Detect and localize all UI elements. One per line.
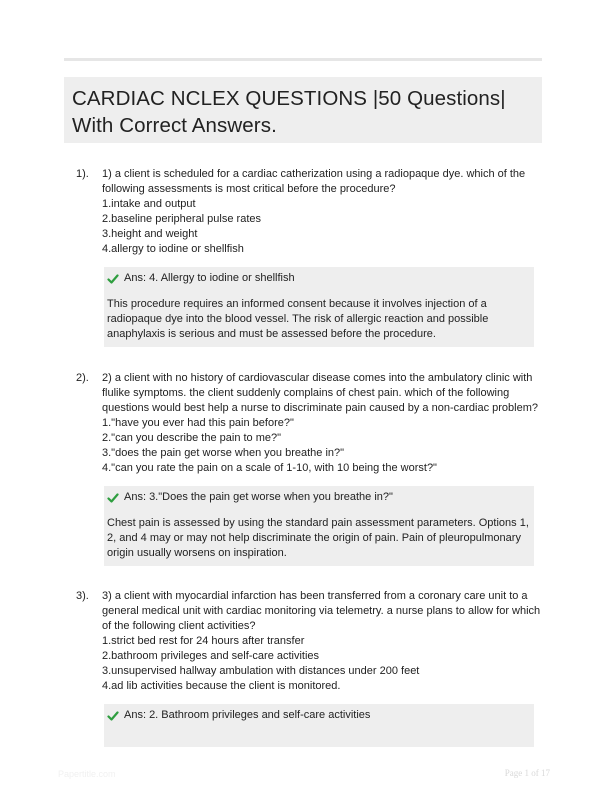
title-box: [64, 77, 542, 143]
option-4: 4.ad lib activities because the client is monitored.: [102, 680, 341, 692]
page-number: Page 1 of 17: [504, 768, 550, 778]
option-4: 4.allergy to iodine or shellfish: [102, 243, 244, 255]
answer-line: [107, 271, 530, 286]
option-4: 4."can you rate the pain on a scale of 1-10, with 10 being the worst?": [102, 462, 437, 474]
check-icon: [107, 492, 119, 504]
answer-explanation: Chest pain is assessed by using the standard pain assessment parameters. Options 1, 2, and 4 may or may not help discriminate the origin of pain. Pain of pleuropulmonary origin usually worsens on inspiration.: [107, 517, 529, 559]
option-3: 3.height and weight: [102, 228, 198, 240]
title-line-2: With Correct Answers.: [72, 114, 277, 137]
answer-line: [107, 708, 530, 723]
answer-line: [107, 490, 530, 505]
answer-box: [104, 267, 534, 347]
option-3: 3.unsupervised hallway ambulation with distances under 200 feet: [102, 665, 420, 677]
question-number: 2).: [76, 372, 89, 384]
footer-source: Papertitle.com: [58, 769, 116, 779]
question-body: [102, 167, 542, 257]
question-text: 1) a client is scheduled for a cardiac catherization using a radiopaque dye. which of the following assessments is most critical before the procedure?: [102, 168, 526, 195]
answer-explanation: This procedure requires an informed consent because it involves injection of a radiopaque dye into the blood vessel. The risk of allergic reaction and possible anaphylaxis is serious and must be assessed before the procedure.: [107, 298, 489, 340]
option-3: 3."does the pain get worse when you breathe in?": [102, 447, 345, 459]
title-line-1: CARDIAC NCLEX QUESTIONS |50 Questions|: [72, 87, 506, 110]
check-icon: [107, 710, 119, 722]
option-2: 2.baseline peripheral pulse rates: [102, 213, 261, 225]
question-number: 3).: [76, 590, 89, 602]
answer-box: [104, 486, 534, 566]
answer-text: Ans: 2. Bathroom privileges and self-care activities: [124, 709, 371, 721]
option-1: 1.strict bed rest for 24 hours after transfer: [102, 635, 305, 647]
question-text: 3) a client with myocardial infarction has been transferred from a coronary care unit to a general medical unit with cardiac monitoring via telemetry. a nurse plans to allow for which of the following client activities?: [102, 590, 541, 632]
question-body: [102, 371, 542, 476]
question-text: 2) a client with no history of cardiovascular disease comes into the ambulatory clinic with flulike symptoms. the client suddenly complains of chest pain. which of the following questions would best help a nurse to discriminate pain caused by a non-cardiac problem?: [102, 372, 538, 414]
check-icon: [107, 273, 119, 285]
answer-text: Ans: 4. Allergy to iodine or shellfish: [124, 272, 295, 284]
option-1: 1.intake and output: [102, 198, 196, 210]
answer-box: [104, 704, 534, 747]
option-2: 2."can you describe the pain to me?": [102, 432, 282, 444]
option-2: 2.bathroom privileges and self-care activities: [102, 650, 320, 662]
question-body: [102, 589, 542, 694]
document-title: [72, 85, 534, 139]
option-1: 1."have you ever had this pain before?": [102, 417, 294, 429]
question-number: 1).: [76, 168, 89, 180]
answer-text: Ans: 3."Does the pain get worse when you breathe in?": [124, 491, 393, 503]
top-divider: [64, 58, 542, 61]
